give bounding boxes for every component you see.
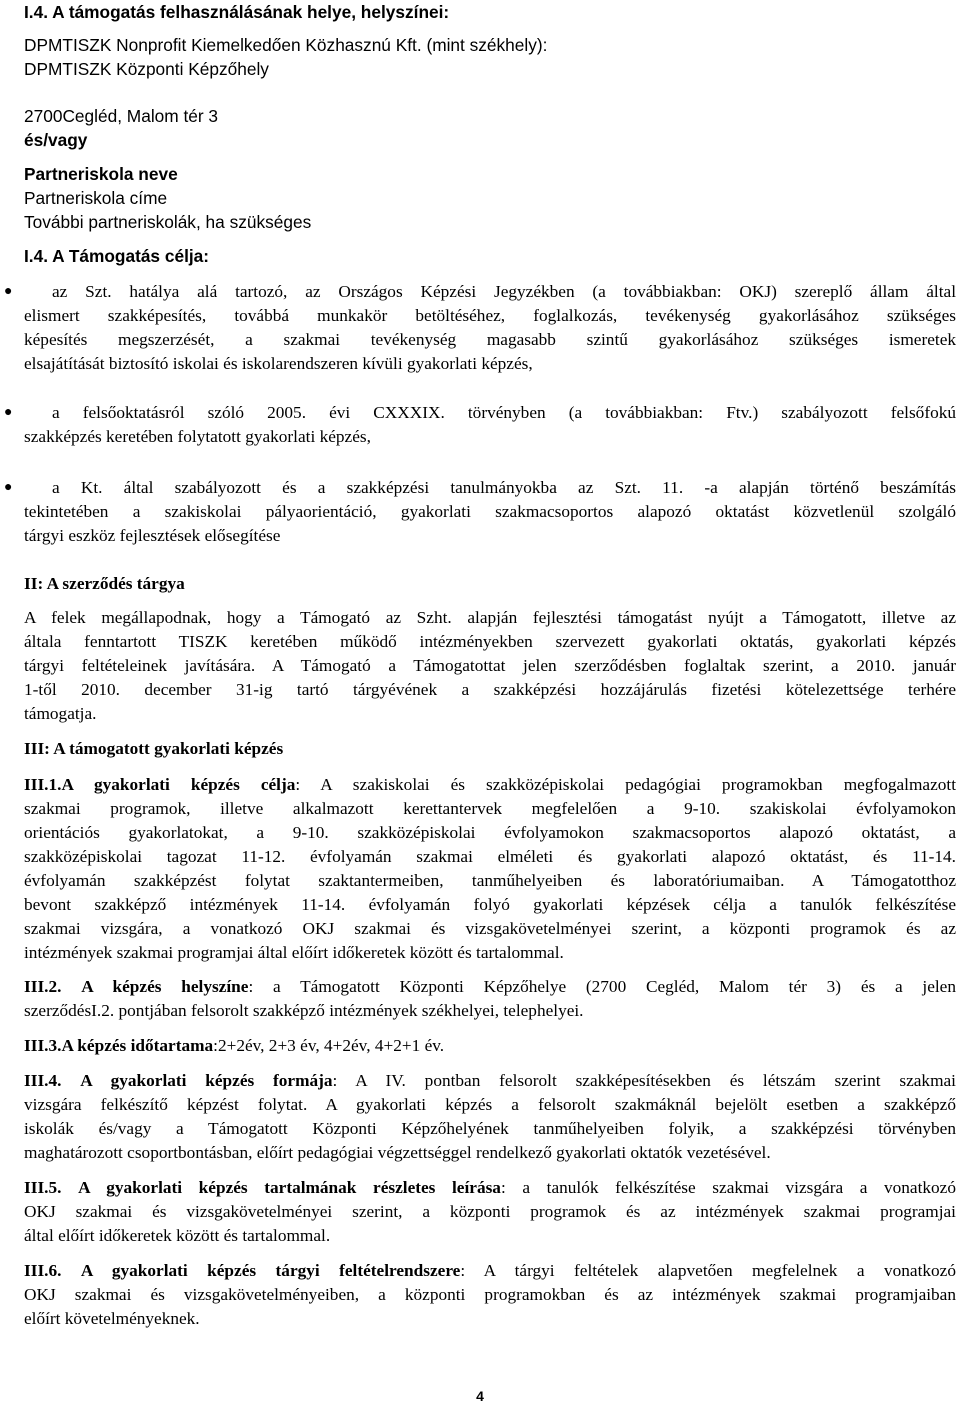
iii-2-num: III.2.: [24, 977, 62, 996]
partner-school-address: Partneriskola címe: [24, 188, 168, 208]
iii-5-line-2: OKJ szakmai és vizsgakövetelményei szerint, a központi programok és az intézmények szakmai programjai: [24, 1202, 956, 1221]
iii-6-label: A gyakorlati képzés tárgyi feltételrendszere: [80, 1261, 461, 1280]
section-iii-title: III: A támogatott gyakorlati képzés: [24, 739, 284, 758]
org-line-2: DPMTISZK Központi Képzőhely: [24, 59, 269, 79]
address: 2700Cegléd, Malom tér 3: [24, 106, 219, 126]
iii-6-line-2: OKJ szakmai és vizsgakövetelményeiben, a központi programokban és az intézmények szakmai programjaiban: [24, 1285, 956, 1304]
section-ii-line-5: támogatja.: [24, 704, 97, 723]
iii-6-line-3: előírt követelményeknek.: [24, 1309, 200, 1328]
page-number: 4: [476, 1388, 484, 1404]
bullet-1-line-2: elismert szakképesítés, továbbá munkakör betöltéséhez, foglalkozás, tevékenység gyakorlásához szükséges: [24, 306, 956, 325]
bullet-1-line-3: képesítés megszerzését, a szakmai tevékenység magasabb szintű gyakorlásához szükséges ismeretek: [24, 330, 956, 349]
iii-2-label: A képzés helyszíne: [81, 977, 249, 996]
bullet-1-line-4: elsajátítását biztosító iskolai és iskolarendszeren kívüli gyakorlati képzés,: [24, 354, 533, 373]
iii-3-line: III.3.A képzés időtartama:2+2év, 2+3 év, 4+2év, 4+2+1 év.: [24, 1036, 445, 1055]
bullet-3-line-2: tekintetében a szakiskolai pályaorientáció, gyakorlati szakmacsoportos alapozó oktatást közvetlenül szolgáló: [24, 502, 956, 521]
section-ii-line-1: A felek megállapodnak, hogy a Támogató az Szht. alapján fejlesztési támogatást nyújt a Támogatott, illetve az: [24, 608, 956, 627]
bullet-icon: ●: [4, 284, 13, 299]
iii-1-line-8: intézmények szakmai programjai által előírt időkeretek között és tartalommal.: [24, 943, 564, 962]
org-line-1: DPMTISZK Nonprofit Kiemelkedően Közhasznú Kft. (mint székhely):: [24, 35, 548, 55]
section-heading-goal: I.4. A Támogatás célja:: [24, 246, 210, 266]
iii-4-line-2: vizsgára felkészítő képzést folytat. A gyakorlati képzés a felsorolt szakmáknál bejelölt esetben a szakképző: [24, 1095, 956, 1114]
section-ii-line-2: általa fenntartott TISZK keretében működő intézményekben szervezett gyakorlati oktatás, gyakorlati képzés: [24, 632, 956, 651]
iii-1-line-7: szakmai vizsgára, a vonatkozó OKJ szakmai és vizsgakövetelményei szerint, a központi programok és az: [24, 919, 956, 938]
partner-school-name: Partneriskola neve: [24, 164, 178, 184]
iii-1-line-1: III.1.A gyakorlati képzés célja: A szakiskolai és szakközépiskolai pedagógiai programokban megfogalmazott: [24, 775, 957, 794]
bullet-2-line-2: szakképzés keretében folytatott gyakorlati képzés,: [24, 427, 371, 446]
iii-5-num: III.5.: [24, 1178, 62, 1197]
iii-6-line-1: III.6. A gyakorlati képzés tárgyi feltételrendszere: A tárgyi feltételek alapvetően megfelelnek a vonatkozó: [24, 1261, 956, 1280]
iii-1-label: III.1.A gyakorlati képzés célja: [24, 775, 296, 794]
iii-1-line-6: bevont szakképző intézmények 11-14. évfolyamán folyó gyakorlati képzések célja a tanulók felkészítése: [24, 895, 956, 914]
iii-2-line-2: szerződésI.2. pontjában felsorolt szakképző intézmények székhelyei, telephelyei.: [24, 1001, 584, 1020]
bullet-1-line-1: az Szt. hatálya alá tartozó, az Országos Képzési Jegyzékben (a továbbiakban: OKJ) szereplő állam által: [52, 282, 956, 301]
iii-2-line-1: III.2. A képzés helyszíne: a Támogatott Központi Képzőhelye (2700 Cegléd, Malom tér 3) és a jelen: [24, 977, 956, 996]
bullet-2-line-1: a felsőoktatásról szóló 2005. évi CXXXIX. törvényben (a továbbiakban: Ftv.) szabályozott felsőfokú: [52, 403, 956, 422]
iii-1-line-2: szakmai programok, illetve alkalmazott kerettantervek megfelelően a 9-10. szakiskolai évfolyamokon: [24, 799, 956, 818]
iii-1-line-3: orientációs gyakorlatokat, a 9-10. szakközépiskolai évfolyamokon szakmacsoportos alapozó oktatást, a: [24, 823, 956, 842]
iii-4-label: A gyakorlati képzés formája: [80, 1071, 333, 1090]
iii-5-label: A gyakorlati képzés tartalmának részletes leírása: [78, 1178, 501, 1197]
iii-5-line-1: III.5. A gyakorlati képzés tartalmának részletes leírása: a tanulók felkészítése szakmai vizsgára a vonatkozó: [24, 1178, 956, 1197]
iii-5-line-3: által előírt időkeretek között és tartalommal.: [24, 1226, 331, 1245]
iii-3-label: III.3.A képzés időtartama: [24, 1036, 214, 1055]
partner-school-more: További partneriskolák, ha szükséges: [24, 212, 312, 232]
iii-1-line-4: szakközépiskolai tagozat 11-12. évfolyamán szakmai elméleti és gyakorlati alapozó oktatást, és 11-14.: [24, 847, 956, 866]
section-ii-line-3: tárgyi feltételeinek javítására. A Támogató a Támogatottat jelen szerződésben foglaltak szerint, a 2010. január: [24, 656, 956, 675]
bullet-icon: ●: [4, 405, 13, 420]
and-or-label: és/vagy: [24, 130, 88, 150]
iii-1-line-5: évfolyamán szakképzést folytat szaktantermeiben, tanműhelyeiben és laboratóriumaiban. A Támogatotthoz: [24, 871, 956, 890]
iii-6-num: III.6.: [24, 1261, 62, 1280]
iii-4-line-3: iskolák és/vagy a Támogatott Központi Képzőhelyének tanműhelyeiben folyik, a szakképzési törvényben: [24, 1119, 956, 1138]
iii-4-line-1: III.4. A gyakorlati képzés formája: A IV. pontban felsorolt szakképesítésekben és létszám szerint szakmai: [24, 1071, 956, 1090]
iii-4-num: III.4.: [24, 1071, 62, 1090]
section-ii-title: II: A szerződés tárgya: [24, 574, 185, 593]
section-ii-line-4: 1-től 2010. december 31-ig tartó tárgyévének a szakképzési hozzájárulás fizetési kötelezettsége terhére: [24, 680, 956, 699]
bullet-3-line-1: a Kt. által szabályozott és a szakképzési tanulmányokba az Szt. 11. -a alapján történő beszámítás: [52, 478, 956, 497]
section-heading-place: I.4. A támogatás felhasználásának helye, helyszínei:: [24, 2, 450, 22]
bullet-icon: ●: [4, 480, 13, 495]
bullet-3-line-3: tárgyi eszköz fejlesztések elősegítése: [24, 526, 281, 545]
iii-4-line-4: maghatározott csoportbontásban, előírt pedagógiai végzettséggel rendelkező gyakorlati oktatók vezetésével.: [24, 1143, 771, 1162]
